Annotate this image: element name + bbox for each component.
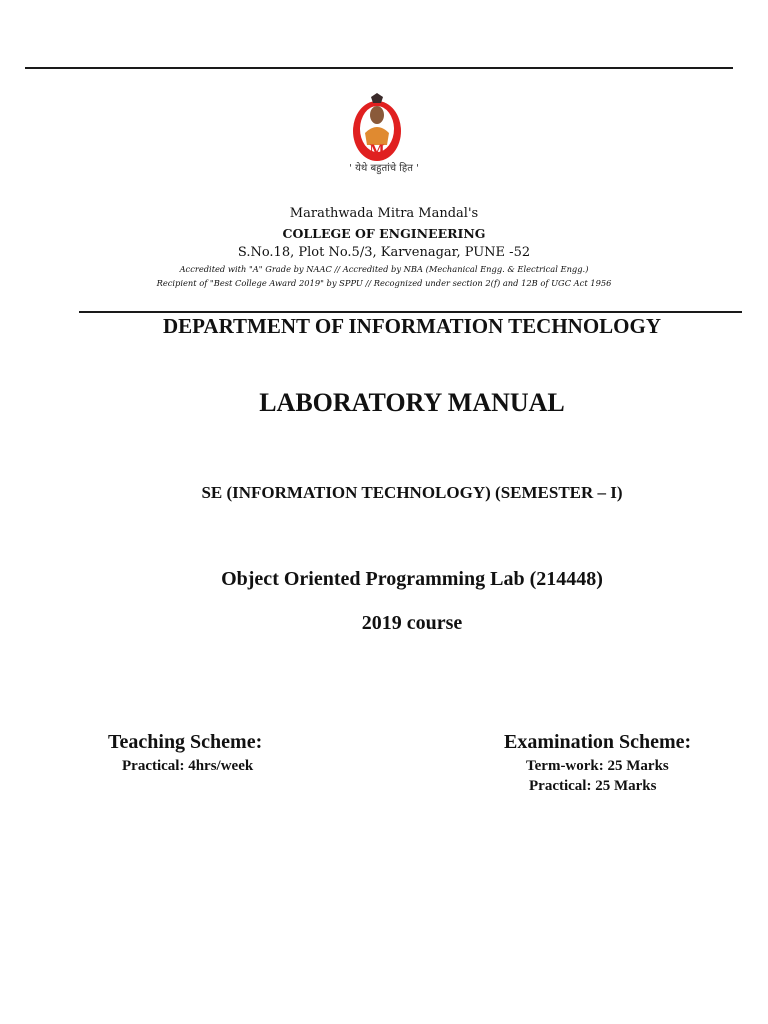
header-divider <box>79 311 742 313</box>
course-year: 2019 course <box>361 612 463 634</box>
subject-title: Object Oriented Programming Lab (214448) <box>221 568 603 590</box>
accreditation-line: Accredited with "A" Grade by NAAC // Accredited by NBA (Mechanical Engg. & Electrical Engg.) <box>179 264 589 274</box>
svg-text:M: M <box>369 142 385 159</box>
department-title: DEPARTMENT OF INFORMATION TECHNOLOGY <box>162 314 662 338</box>
college-address: S.No.18, Plot No.5/3, Karvenagar, PUNE -52 <box>237 245 531 260</box>
manual-title: LABORATORY MANUAL <box>259 388 565 417</box>
teaching-scheme-practical: Practical: 4hrs/week <box>122 758 254 774</box>
teaching-scheme-heading: Teaching Scheme: <box>108 731 263 753</box>
college-motto: ' येथे बहुतांचे हित ' <box>349 163 419 174</box>
class-semester: SE (INFORMATION TECHNOLOGY) (SEMESTER – I) <box>201 483 623 502</box>
trust-name: Marathwada Mitra Mandal's <box>289 206 479 221</box>
college-logo <box>351 93 403 165</box>
college-name: COLLEGE OF ENGINEERING <box>282 226 486 241</box>
top-divider <box>25 67 733 69</box>
examination-scheme-practical: Practical: 25 Marks <box>529 778 657 794</box>
examination-scheme-termwork: Term-work: 25 Marks <box>526 758 669 774</box>
recognition-line: Recipient of "Best College Award 2019" by SPPU // Recognized under section 2(f) and 12B of UGC Act 1956 <box>156 278 612 288</box>
examination-scheme-heading: Examination Scheme: <box>504 731 692 753</box>
